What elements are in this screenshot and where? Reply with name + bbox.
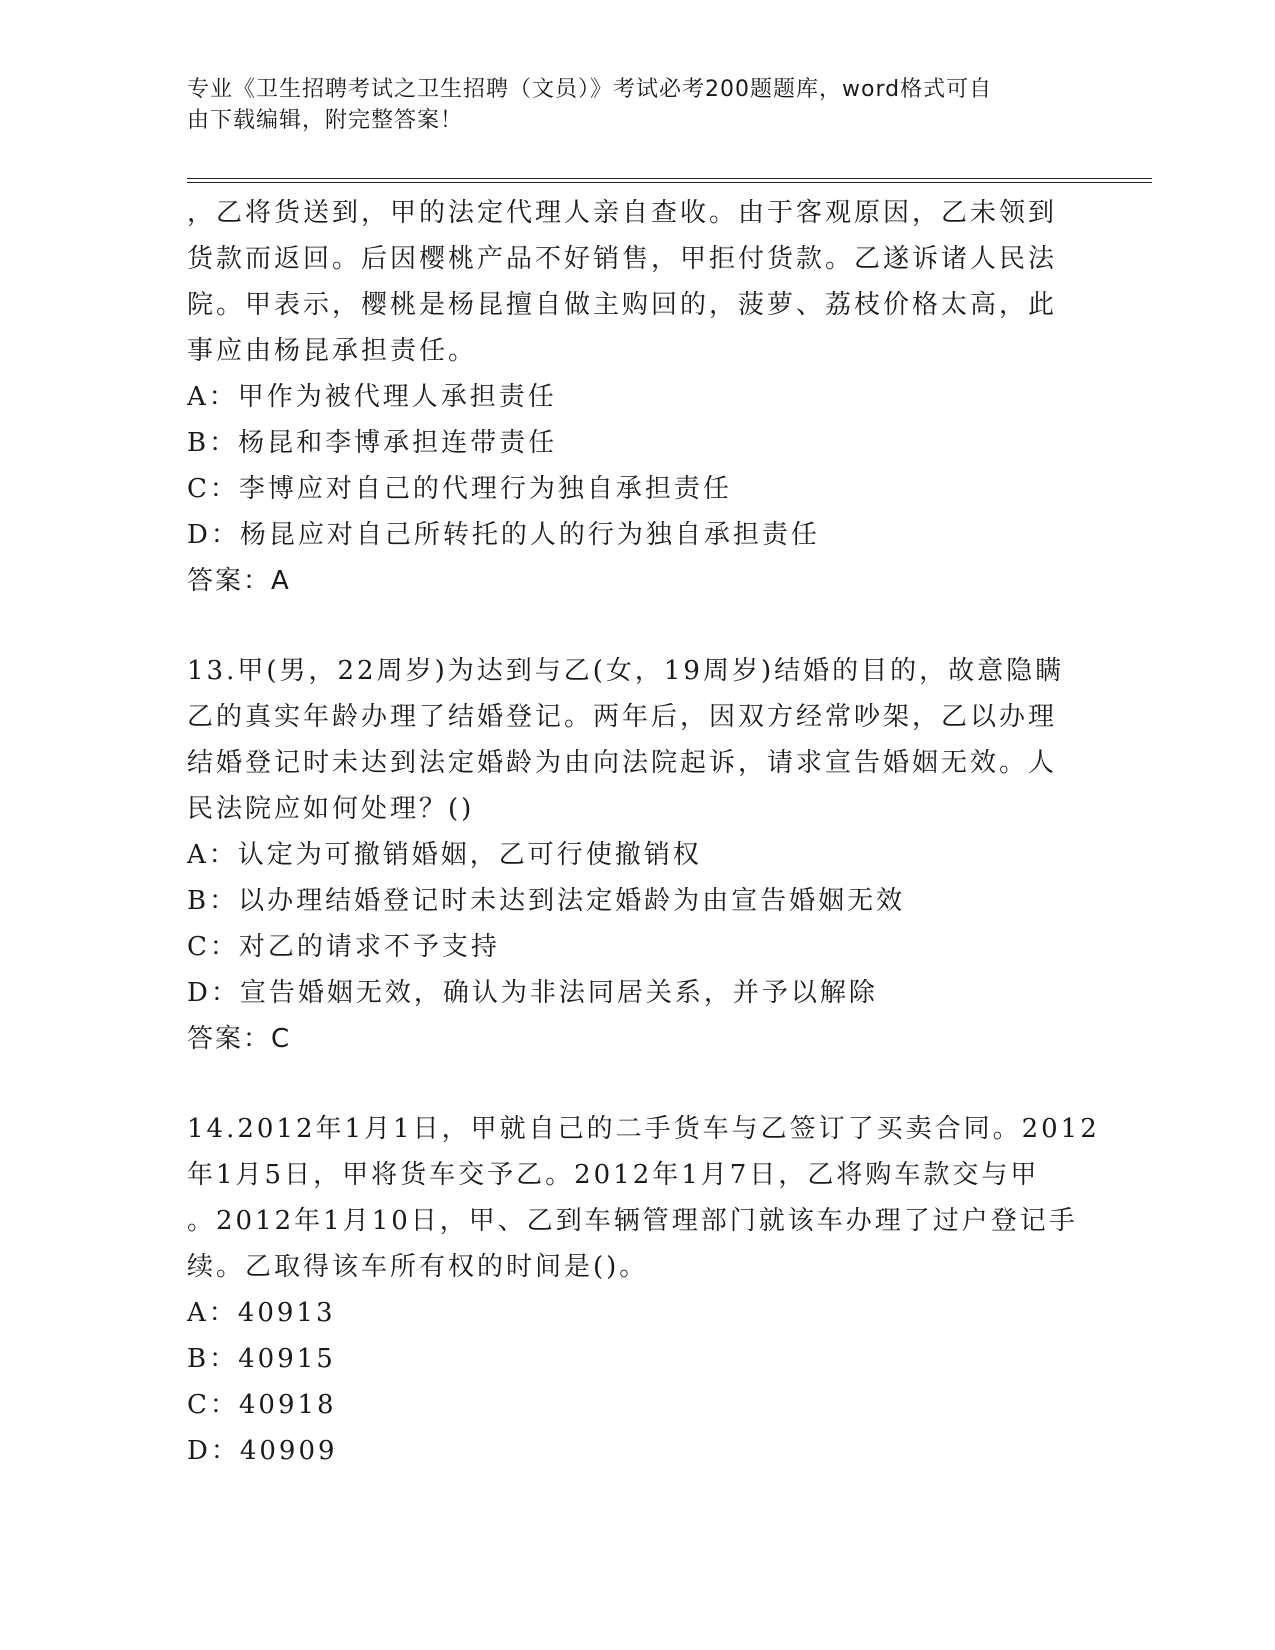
document-body — [187, 190, 1100, 1474]
question-12-option-b: B：杨昆和李博承担连带责任 — [187, 428, 558, 458]
question-14-stem-line-3: 。2012年1月10日，甲、乙到车辆管理部门就该车办理了过户登记手 — [187, 1206, 1078, 1236]
header-line-1: 专业《卫生招聘考试之卫生招聘（文员）》考试必考200题题库，word格式可自 — [187, 77, 993, 102]
question-14 — [187, 1106, 1100, 1474]
question-13-stem-line-1: 13.甲(男，22周岁)为达到与乙(女，19周岁)结婚的目的，故意隐瞒 — [187, 656, 1065, 686]
question-14-stem-line-2: 年1月5日，甲将货车交予乙。2012年1月7日，乙将购车款交与甲 — [187, 1160, 1040, 1190]
question-12-stem-line-3: 院。甲表示，樱桃是杨昆擅自做主购回的，菠萝、荔枝价格太高，此 — [187, 290, 1058, 320]
header-rule-bottom — [187, 182, 1152, 183]
spacer — [187, 604, 1087, 648]
question-12-option-d: D：杨昆应对自己所转托的人的行为独自承担责任 — [187, 520, 820, 550]
question-12-answer: 答案：A — [187, 566, 291, 596]
question-12-stem-line-2: 货款而返回。后因樱桃产品不好销售，甲拒付货款。乙遂诉诸人民法 — [187, 244, 1058, 274]
question-13-option-c: C：对乙的请求不予支持 — [187, 932, 500, 962]
question-12-option-c: C：李博应对自己的代理行为独自承担责任 — [187, 474, 732, 504]
document-header — [187, 74, 1067, 136]
question-14-stem-line-4: 续。乙取得该车所有权的时间是()。 — [187, 1252, 649, 1282]
question-14-option-b: B：40915 — [187, 1344, 336, 1374]
question-13 — [187, 648, 1087, 1062]
spacer — [187, 1062, 1087, 1106]
question-12-stem-line-4: 事应由杨昆承担责任。 — [187, 336, 478, 366]
question-13-answer: 答案：C — [187, 1024, 292, 1054]
question-13-option-d: D：宣告婚姻无效，确认为非法同居关系，并予以解除 — [187, 978, 878, 1008]
header-rule-top — [187, 178, 1152, 179]
question-13-stem-line-2: 乙的真实年龄办理了结婚登记。两年后，因双方经常吵架，乙以办理 — [187, 702, 1058, 732]
question-13-option-b: B：以办理结婚登记时未达到法定婚龄为由宣告婚姻无效 — [187, 886, 906, 916]
question-14-option-c: C：40918 — [187, 1390, 337, 1420]
header-line-2: 由下载编辑，附完整答案！ — [187, 108, 464, 133]
question-14-stem-line-1: 14.2012年1月1日，甲就自己的二手货车与乙签订了买卖合同。2012 — [187, 1114, 1100, 1144]
question-13-stem-line-3: 结婚登记时未达到法定婚龄为由向法院起诉，请求宣告婚姻无效。人 — [187, 748, 1058, 778]
question-13-stem-line-4: 民法院应如何处理？() — [187, 794, 475, 824]
question-12-stem-line-1: ，乙将货送到，甲的法定代理人亲自查收。由于客观原因，乙未领到 — [187, 198, 1058, 228]
question-14-option-a: A：40913 — [187, 1298, 336, 1328]
question-12-option-a: A：甲作为被代理人承担责任 — [187, 382, 557, 412]
question-12 — [187, 190, 1087, 604]
question-13-option-a: A：认定为可撤销婚姻，乙可行使撤销权 — [187, 840, 702, 870]
question-14-option-d: D：40909 — [187, 1436, 338, 1466]
